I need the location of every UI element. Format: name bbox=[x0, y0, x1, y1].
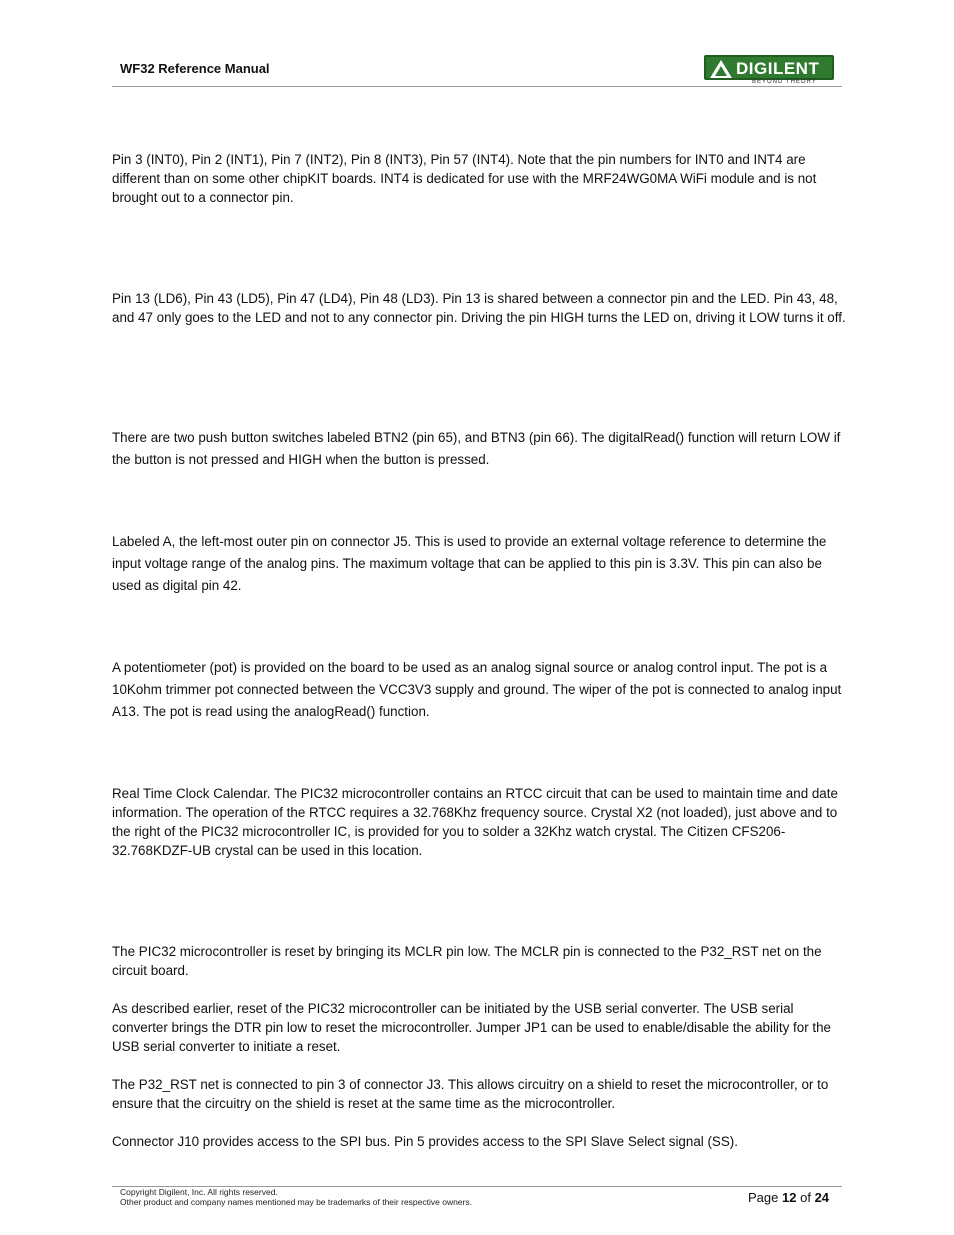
page-prefix: Page bbox=[748, 1190, 779, 1205]
page-current: 12 bbox=[782, 1190, 797, 1205]
logo-tagline: BEYOND THEORY bbox=[752, 79, 817, 85]
logo-text: DIGILENT bbox=[736, 59, 820, 78]
paragraph-reset-usb: As described earlier, reset of the PIC32 microcontroller can be initiated by the USB serial converter. The USB serial converter brings the DTR pin low to reset the microcontroller. Jumper JP1 can be used to enable/disable the ability for the USB serial converter to initiate a reset. bbox=[112, 1001, 832, 1054]
page-of: of bbox=[800, 1190, 811, 1205]
header-divider bbox=[112, 86, 842, 87]
paragraph-rtcc: Real Time Clock Calendar. The PIC32 microcontroller contains an RTCC circuit that can be used to maintain time and date information. The operation of the RTCC requires a 32.768Khz frequency source. Crystal X2 (not loaded), just above and to the right of the PIC32 microcontroller IC, is provided for you to solder a 32Khz watch crystal. The Citizen CFS206-32.768KDZF-UB crystal can be used in this location. bbox=[112, 786, 838, 858]
paragraph-potentiometer: A potentiometer (pot) is provided on the board to be used as an analog signal source or analog control input. The pot is a 10Kohm trimmer pot connected between the VCC3V3 supply and ground. The wiper of the pot is connected to analog input A13. The pot is read using the analogRead() function. bbox=[112, 660, 842, 719]
paragraph-reset-shield: The P32_RST net is connected to pin 3 of connector J3. This allows circuitry on a shield to reset the microcontroller, or to ensure that the circuitry on the shield is reset at the same time as the microcontroller. bbox=[112, 1077, 829, 1111]
logo-badge bbox=[704, 55, 834, 80]
page-total: 24 bbox=[814, 1190, 830, 1205]
paragraph-led-pins: Pin 13 (LD6), Pin 43 (LD5), Pin 47 (LD4), Pin 48 (LD3). Pin 13 is shared between a connector pin and the LED. Pin 43, 48, and 47 only goes to the LED and not to any connector pin. Driving the pin HIGH turns the LED on, driving it LOW turns it off. bbox=[112, 291, 846, 325]
paragraph-reset-mclr: The PIC32 microcontroller is reset by bringing its MCLR pin low. The MCLR pin is connected to the P32_RST net on the circuit board. bbox=[112, 944, 822, 978]
paragraph-interrupt-pins: Pin 3 (INT0), Pin 2 (INT1), Pin 7 (INT2), Pin 8 (INT3), Pin 57 (INT4). Note that the pin numbers for INT0 and INT4 are different than on some other chipKIT boards. INT4 is dedicated for use with the MRF24WG0MA WiFi module and is not brought out to a connector pin. bbox=[112, 152, 817, 205]
paragraph-aref: Labeled A, the left-most outer pin on connector J5. This is used to provide an external voltage reference to determine the input voltage range of the analog pins. The maximum voltage that can be applied to this pin is 3.3V. This pin can also be used as digital pin 42. bbox=[112, 534, 827, 593]
page-number bbox=[748, 1190, 829, 1205]
document-title: WF32 Reference Manual bbox=[120, 61, 270, 76]
paragraph-buttons: There are two push button switches labeled BTN2 (pin 65), and BTN3 (pin 66). The digitalRead() function will return LOW if the button is not pressed and HIGH when the button is pressed. bbox=[112, 430, 841, 467]
footer-legal bbox=[120, 1187, 472, 1207]
footer-trademark: Other product and company names mentioned may be trademarks of their respective owners. bbox=[120, 1197, 472, 1207]
digilent-logo bbox=[704, 55, 834, 87]
paragraph-spi: Connector J10 provides access to the SPI bus. Pin 5 provides access to the SPI Slave Select signal (SS). bbox=[112, 1134, 738, 1149]
logo-triangle-inner bbox=[715, 66, 727, 76]
footer-copyright: Copyright Digilent, Inc. All rights reserved. bbox=[120, 1187, 278, 1197]
